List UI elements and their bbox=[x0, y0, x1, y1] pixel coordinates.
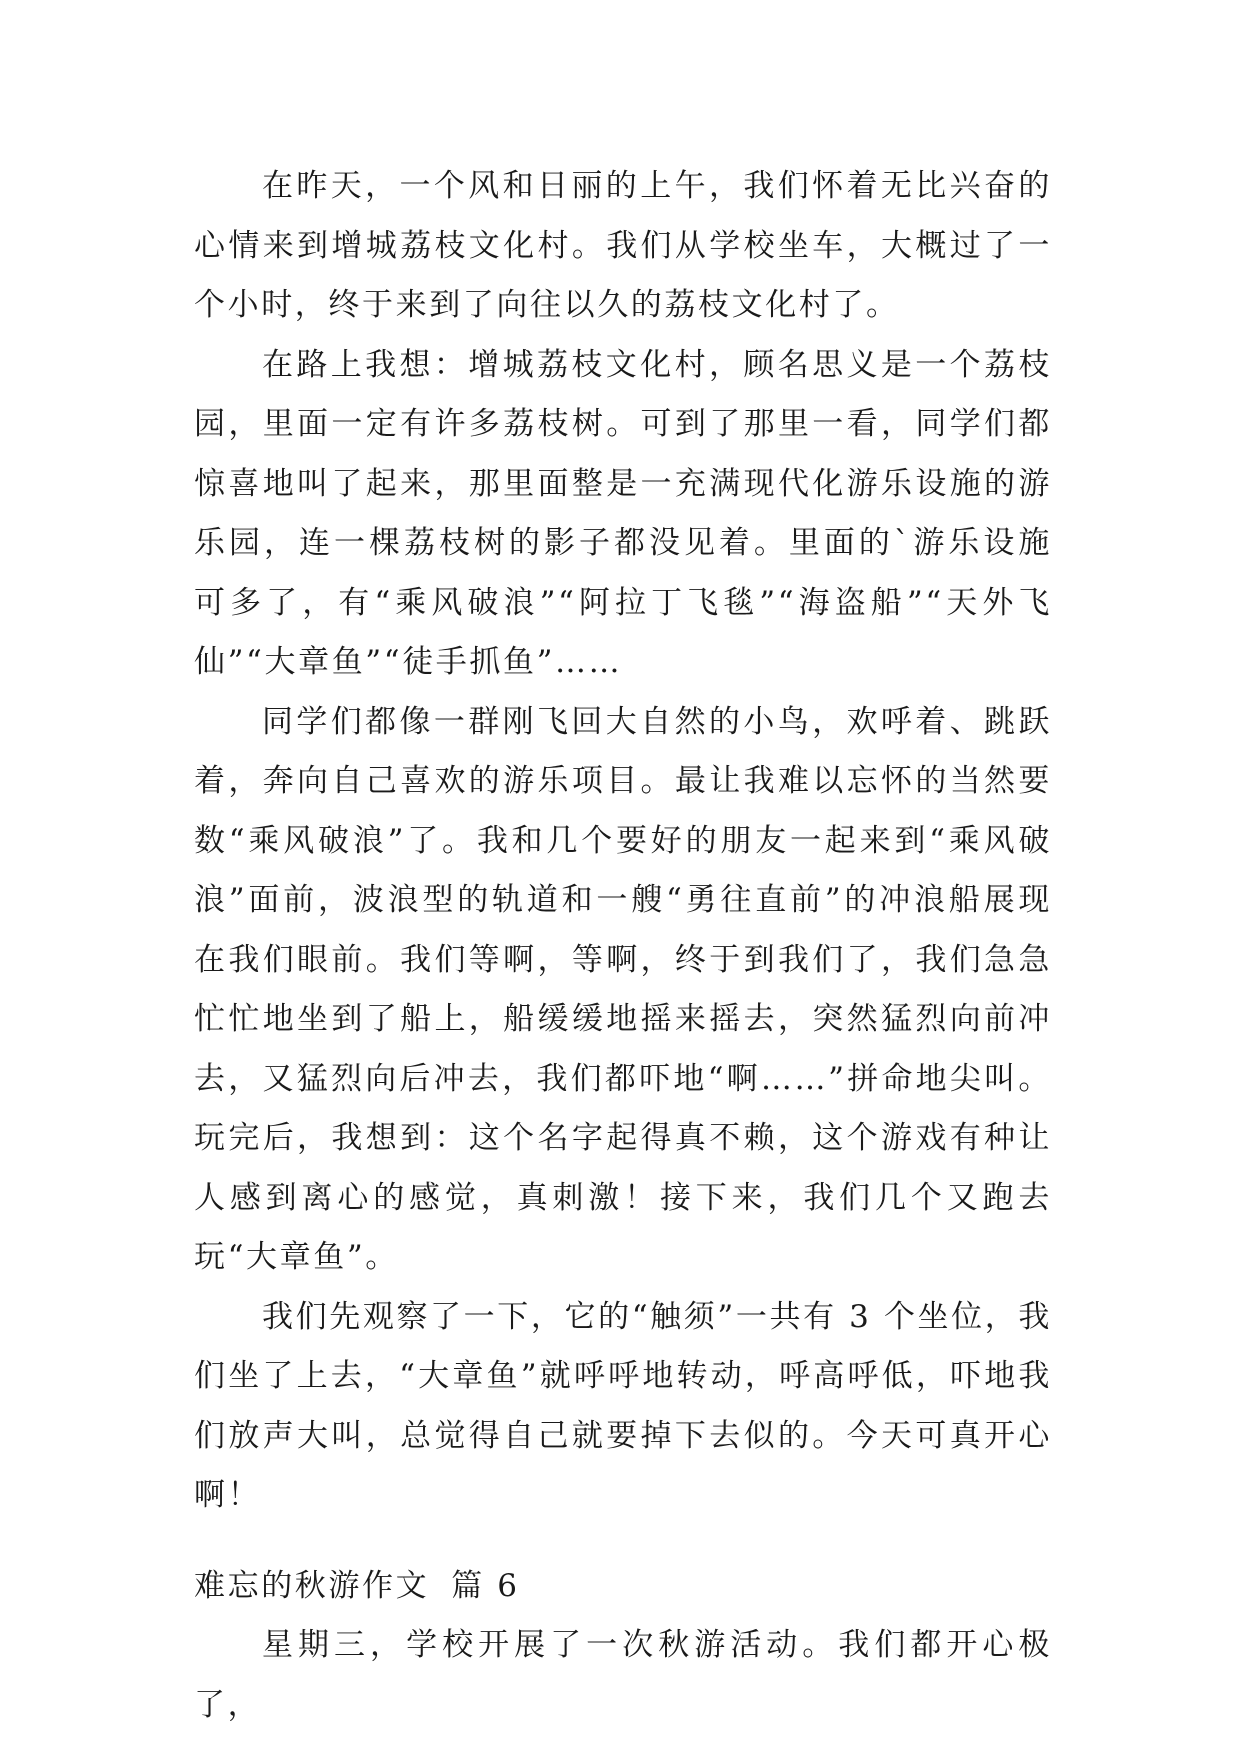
paragraph-5: 星期三，学校开展了一次秋游活动。我们都开心极了， bbox=[194, 1627, 1052, 1723]
paragraph-1: 在昨天，一个风和日丽的上午，我们怀着无比兴奋的心情来到增城荔枝文化村。我们从学校坐车，大概过了一个小时，终于来到了向往以久的荔枝文化村了。 bbox=[194, 168, 1052, 323]
document-body bbox=[194, 157, 1052, 1735]
section-title: 难忘的秋游作文 bbox=[194, 1567, 430, 1604]
section-heading bbox=[194, 1557, 1052, 1617]
paragraph-2: 在路上我想：增城荔枝文化村，顾名思义是一个荔枝园，里面一定有许多荔枝树。可到了那里一看，同学们都惊喜地叫了起来，那里面整是一充满现代化游乐设施的游乐园，连一棵荔枝树的影子都没见着。里面的`游乐设施可多了，有“乘风破浪”“阿拉丁飞毯”“海盗船”“天外飞仙”“大章鱼”“徒手抓鱼”…… bbox=[194, 346, 1052, 680]
paragraph-3: 同学们都像一群刚飞回大自然的小鸟，欢呼着、跳跃着，奔向自己喜欢的游乐项目。最让我难以忘怀的当然要数“乘风破浪”了。我和几个要好的朋友一起来到“乘风破浪”面前，波浪型的轨道和一艘“勇往直前”的冲浪船展现在我们眼前。我们等啊，等啊，终于到我们了，我们急急忙忙地坐到了船上，船缓缓地摇来摇去，突然猛烈向前冲去，又猛烈向后冲去，我们都吓地“啊……”拼命地尖叫。玩完后，我想到：这个名字起得真不赖，这个游戏有种让人感到离心的感觉，真刺激！接下来，我们几个又跑去玩“大章鱼”。 bbox=[194, 703, 1052, 1275]
paragraph-4: 我们先观察了一下，它的“触须”一共有 3 个坐位，我们坐了上去，“大章鱼”就呼呼地转动，呼高呼低，吓地我们放声大叫，总觉得自己就要掉下去似的。今天可真开心啊！ bbox=[194, 1298, 1052, 1513]
section-number: 篇 6 bbox=[451, 1567, 520, 1604]
